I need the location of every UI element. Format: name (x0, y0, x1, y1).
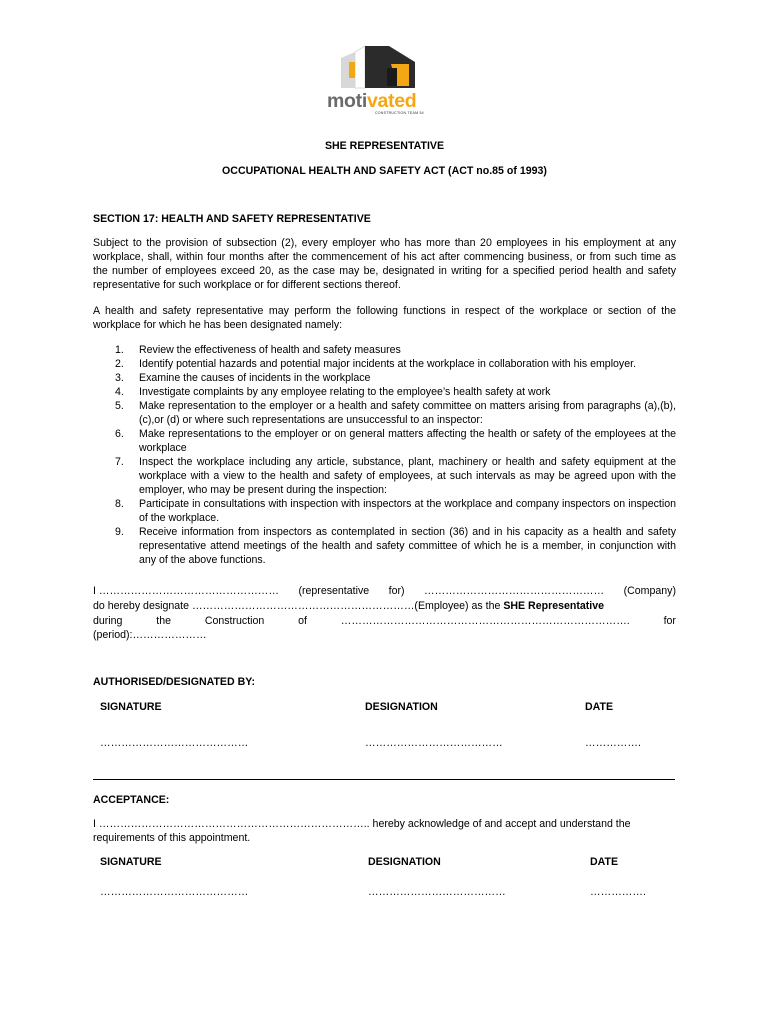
list-item: 7. Inspect the workplace including any article, substance, plant, machinery or health and safety equipment at the workplace with a view to the health and safety of employees, at such intervals as may be agreed upon with the employer, who may be present during the inspection: (115, 456, 676, 496)
period-blank[interactable]: (period):………………… (93, 629, 207, 641)
authorised-designation-blank[interactable]: ………………………………… (365, 737, 503, 749)
acceptance-designation-blank[interactable]: ………………………………… (368, 886, 506, 898)
list-item: 2. Identify potential hazards and potential major incidents at the workplace in collaboration with his employer. (115, 358, 637, 370)
she-representative-label: SHE Representative (503, 600, 605, 612)
logo-word-part2: vated (366, 90, 417, 112)
paragraph-functions-intro: A health and safety representative may perform the following functions in respect of the workplace or section of the workplace for which he has been designated namely: (93, 305, 676, 331)
designation-line-2: do hereby designate ………………………………………………………(Employee) as the SHE Representative (93, 600, 605, 612)
section-heading: SECTION 17: HEALTH AND SAFETY REPRESENTATIVE (93, 213, 371, 225)
list-item: 9. Receive information from inspectors as contemplated in section (36) and in his capacity as a health and safety representative attend meetings of the health and safety committee of which he is a member, in conjunction with any of the above functions. (115, 526, 676, 566)
logo-wordmark (327, 91, 431, 111)
company-logo (327, 42, 433, 118)
list-item: 6. Make representations to the employer or on general matters affecting the health or safety of the employees at the workplace (115, 428, 676, 454)
designation-line-3: during the Construction of ………………………………………………………………………. for (93, 615, 676, 627)
authorised-date-blank[interactable]: ……………. (585, 737, 641, 749)
representative-blank[interactable]: I …………………………………………… (93, 585, 279, 597)
authorised-signature-blank[interactable]: …………………………………… (100, 737, 249, 749)
acceptance-signature-blank[interactable]: …………………………………… (100, 886, 249, 898)
paragraph-provision: Subject to the provision of subsection (2), every employer who has more than 20 employees in his employment at any workplace, shall, within four months after the commencement of his act after commencing business, or from such time as the number of employees exceed 20, as the case may be, designated in writing for a specified period health and safety representative for such workplace or for different sections thereof. (93, 237, 676, 291)
acceptance-date-blank[interactable]: ……………. (590, 886, 646, 898)
functions-list (93, 343, 676, 567)
acceptance-statement: I ………………………………………………………………….. hereby acknowledge of and accept and understand the requirements of this appointment. (93, 818, 631, 844)
list-item: 1. Review the effectiveness of health and safety measures (115, 344, 401, 356)
document-subtitle: OCCUPATIONAL HEALTH AND SAFETY ACT (ACT no.85 of 1993) (222, 165, 547, 177)
designation-line-1: I …………………………………………… (representative for) …………………………………………… (Company) (93, 585, 676, 597)
section-divider (93, 779, 675, 780)
signature-header: SIGNATURE (100, 856, 162, 868)
signature-header: SIGNATURE (100, 701, 162, 713)
designation-header: DESIGNATION (365, 701, 438, 713)
date-header: DATE (590, 856, 619, 868)
list-item: 5. Make representation to the employer or a health and safety committee on matters arising from paragraphs (a),(b),(c),or (d) or where such representations are unsuccessful to an inspector: (115, 400, 676, 426)
logo-tagline: CONSTRUCTION TEAM 54 (375, 111, 424, 115)
list-item: 8. Participate in consultations with inspection with inspectors at the workplace and company inspectors on inspection of the workplace. (115, 498, 676, 524)
list-item: 4. Investigate complaints by any employee relating to the employee’s health safety at work (115, 386, 551, 398)
logo-word-part1: moti (327, 90, 367, 112)
document-title: SHE REPRESENTATIVE (324, 140, 445, 152)
acceptance-heading: ACCEPTANCE: (93, 794, 170, 806)
construction-blank[interactable]: ………………………………………………………………………. (340, 615, 630, 627)
authorised-heading: AUTHORISED/DESIGNATED BY: (93, 676, 256, 688)
company-blank[interactable]: …………………………………………… (424, 585, 605, 597)
date-header: DATE (585, 701, 614, 713)
list-item: 3. Examine the causes of incidents in the workplace (115, 372, 371, 384)
building-logo-icon (339, 42, 421, 92)
designation-header: DESIGNATION (368, 856, 441, 868)
